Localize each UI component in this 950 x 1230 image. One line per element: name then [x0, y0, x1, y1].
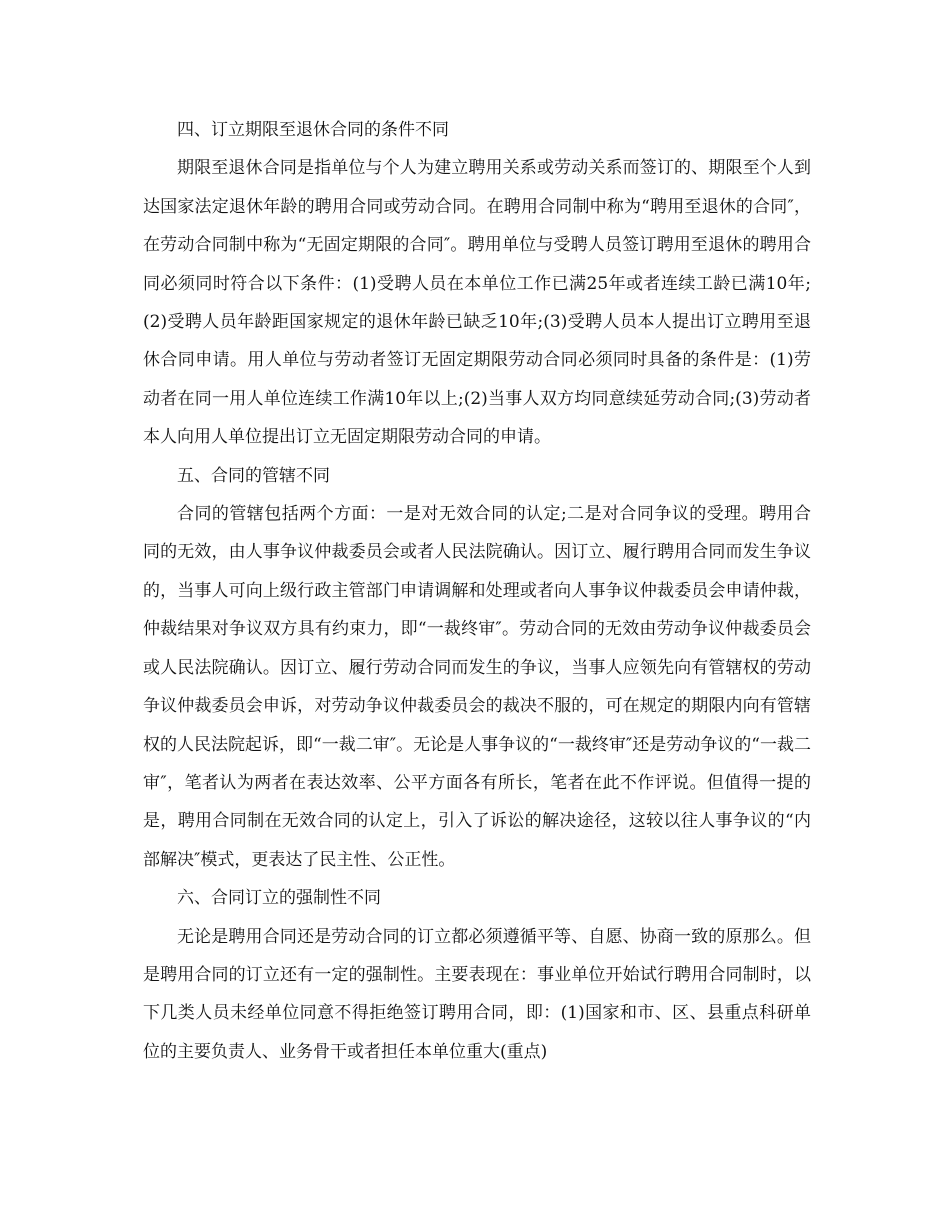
- section-heading-5: 五、合同的管辖不同: [177, 465, 330, 486]
- section-6-paragraph: 无论是聘用合同还是劳动合同的订立都必须遵循平等、自愿、协商一致的原那么。但是聘用合同的订立还有一定的强制性。主要表现在：事业单位开始试行聘用合同制时，以下几类人员未经单位同意不得拒绝签订聘用合同，即：(1)国家和市、区、县重点科研单位的主要负责人、业务骨干或者担任本单位重大(重点): [143, 926, 811, 1062]
- section-4-paragraph: 期限至退休合同是指单位与个人为建立聘用关系或劳动关系而签订的、期限至个人到达国家法定退休年龄的聘用合同或劳动合同。在聘用合同制中称为“聘用至退休的合同″，在劳动合同制中称为“无固定期限的合同″。聘用单位与受聘人员签订聘用至退休的聘用合同必须同时符合以下条件：(1)受聘人员在本单位工作已满25年或者连续工龄已满10年;(2)受聘人员年龄距国家规定的退休年龄已缺乏10年;(3)受聘人员本人提出订立聘用至退休合同申请。用人单位与劳动者签订无固定期限劳动合同必须同时具备的条件是：(1)劳动者在同一用人单位连续工作满10年以上;(2)当事人双方均同意续延劳动合同;(3)劳动者本人向用人单位提出订立无固定期限劳动合同的申请。: [143, 158, 811, 448]
- section-heading-4: 四、订立期限至退休合同的条件不同: [177, 120, 449, 140]
- section-5-paragraph: 合同的管辖包括两个方面：一是对无效合同的认定;二是对合同争议的受理。聘用合同的无效，由人事争议仲裁委员会或者人民法院确认。因订立、履行聘用合同而发生争议的，当事人可向上级行政主管部门申请调解和处理或者向人事争议仲裁委员会申请仲裁，仲裁结果对争议双方具有约束力，即“一裁终审″。劳动合同的无效由劳动争议仲裁委员会或人民法院确认。因订立、履行劳动合同而发生的争议，当事人应领先向有管辖权的劳动争议仲裁委员会申诉，对劳动争议仲裁委员会的裁决不服的，可在规定的期限内向有管辖权的人民法院起诉，即“一裁二审″。无论是人事争议的“一裁终审″还是劳动争议的“一裁二审″，笔者认为两者在表达效率、公平方面各有所长，笔者在此不作评说。但值得一提的是，聘用合同制在无效合同的认定上，引入了诉讼的解决途径，这较以往人事争议的“内部解决″模式，更表达了民主性、公正性。: [143, 504, 811, 870]
- section-heading-6: 六、合同订立的强制性不同: [177, 888, 381, 909]
- document-body: [143, 111, 811, 1071]
